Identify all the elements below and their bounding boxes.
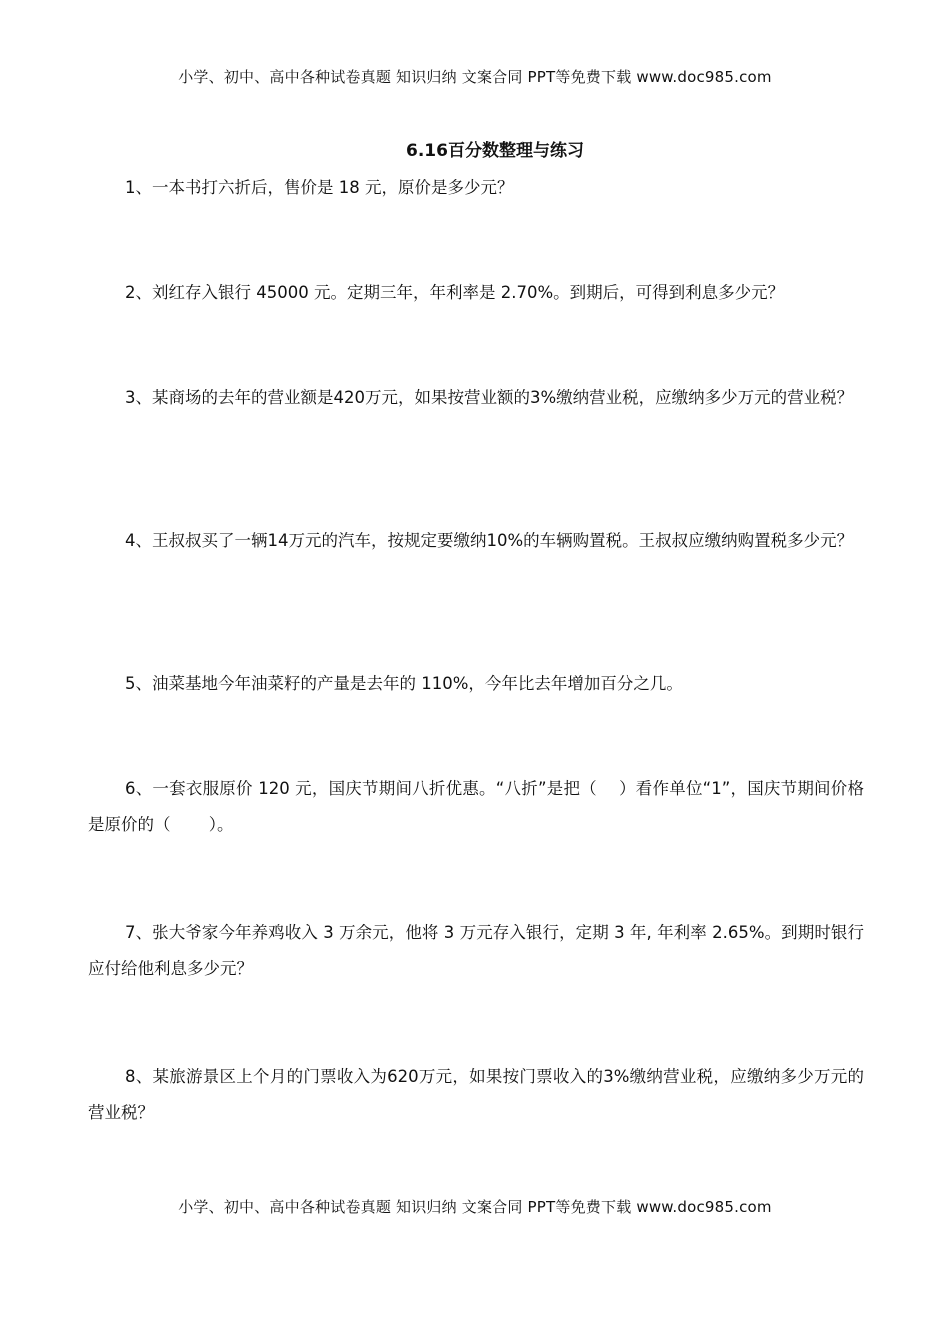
question-2: 2、刘红存入银行 45000 元。定期三年，年利率是 2.70%。到期后，可得到利息多少元？ <box>125 283 785 302</box>
footer-banner: 小学、初中、高中各种试卷真题 知识归纳 文案合同 PPT等免费下载 www.doc985.com <box>178 1198 772 1216</box>
question-5: 5、油菜基地今年油菜籽的产量是去年的 110%，今年比去年增加百分之几。 <box>125 674 683 693</box>
header-banner: 小学、初中、高中各种试卷真题 知识归纳 文案合同 PPT等免费下载 www.doc985.com <box>178 68 772 86</box>
question-7: 7、张大爷家今年养鸡收入 3 万余元，他将 3 万元存入银行，定期 3 年, 年利率 2.65%。到期时银行应付给他利息多少元？ <box>88 923 864 978</box>
question-6: 6、一套衣服原价 120 元，国庆节期间八折优惠。“八折”是把（ ）看作单位“1”，国庆节期间价格是原价的（ ）。 <box>88 779 864 834</box>
question-3: 3、某商场的去年的营业额是420万元，如果按营业额的3%缴纳营业税，应缴纳多少万元的营业税？ <box>125 388 854 407</box>
question-8: 8、某旅游景区上个月的门票收入为620万元，如果按门票收入的3%缴纳营业税，应缴纳多少万元的营业税？ <box>88 1067 864 1122</box>
question-4: 4、王叔叔买了一辆14万元的汽车，按规定要缴纳10%的车辆购置税。王叔叔应缴纳购置税多少元？ <box>125 531 854 550</box>
question-1: 1、一本书打六折后，售价是 18 元，原价是多少元？ <box>125 178 514 197</box>
page-title: 6.16百分数整理与练习 <box>406 141 584 161</box>
